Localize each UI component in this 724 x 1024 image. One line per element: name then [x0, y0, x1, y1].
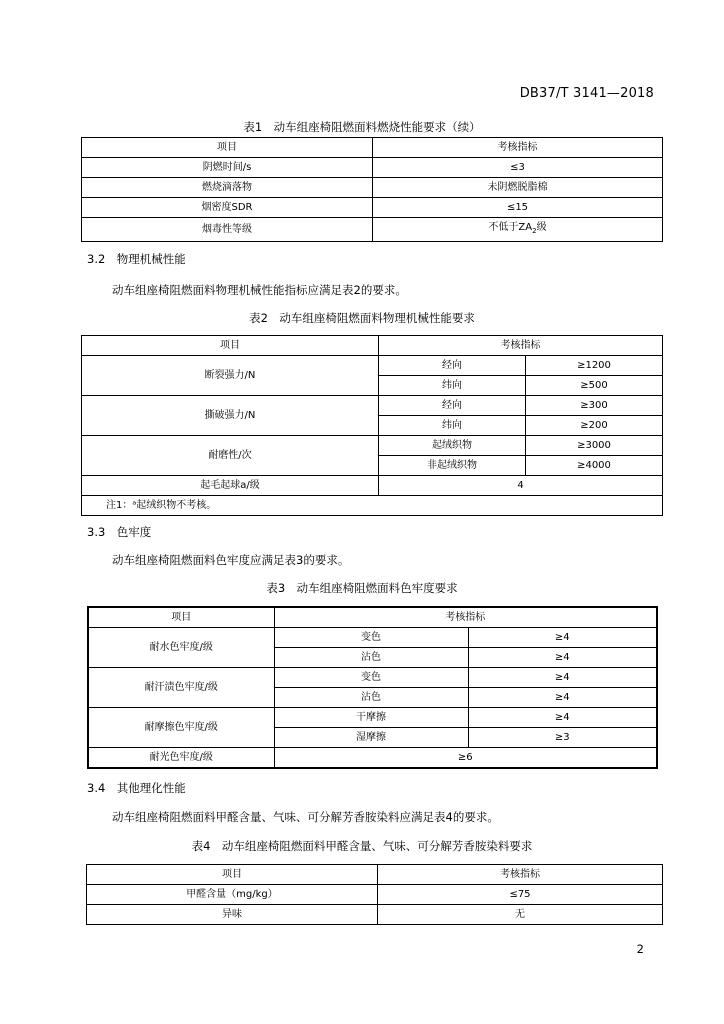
cell-value: ≥4: [468, 708, 657, 728]
cell-item: 燃烧滴落物: [82, 178, 373, 198]
cell-value: [373, 218, 663, 242]
cell-value: ≥200: [526, 416, 663, 436]
header-criteria: 考核指标: [379, 336, 663, 356]
cell-value: ≥500: [526, 376, 663, 396]
cell-item: 耐汗渍色牢度/级: [88, 668, 274, 708]
cell-value: ≥4: [468, 688, 657, 708]
cell-value: ≤15: [373, 198, 663, 218]
header-item: 项目: [87, 865, 378, 885]
table-header-row: [87, 865, 663, 885]
cell-direction: 经向: [379, 356, 526, 376]
table-header-row: [88, 607, 657, 628]
table3: [87, 606, 658, 769]
cell-value: 无: [378, 905, 663, 925]
cell-type: 湿摩擦: [274, 728, 468, 748]
cell-value: ≥4: [468, 668, 657, 688]
table-header-row: [82, 336, 663, 356]
cell-value: ≥4: [468, 628, 657, 648]
header-criteria: 考核指标: [274, 607, 657, 628]
header-item: 项目: [82, 138, 373, 158]
page-number: 2: [636, 942, 644, 956]
table-row: [87, 905, 663, 925]
cell-item: 耐光色牢度/级: [88, 748, 274, 769]
cell-item: 异味: [87, 905, 378, 925]
table4-caption: 表4 动车组座椅阻燃面料甲醛含量、气味、可分解芳香胺染料要求: [191, 839, 533, 853]
cell-direction: 纬向: [379, 416, 526, 436]
cell-item: 撕破强力/N: [82, 396, 379, 436]
cell-item: 烟密度SDR: [82, 198, 373, 218]
cell-value: ≥4000: [526, 456, 663, 476]
table-row: [82, 198, 663, 218]
header-criteria: 考核指标: [373, 138, 663, 158]
cell-direction: 起绒织物: [379, 436, 526, 456]
table-row: [82, 396, 663, 416]
cell-value: 未阴燃脱脂棉: [373, 178, 663, 198]
table-row: [87, 885, 663, 905]
table-header-row: [82, 138, 663, 158]
header-criteria: 考核指标: [378, 865, 663, 885]
cell-item: 耐磨性/次: [82, 436, 379, 476]
cell-direction: 非起绒织物: [379, 456, 526, 476]
table-note-row: [82, 496, 663, 516]
section-heading-3-4: 3.4 其他理化性能: [87, 781, 186, 795]
table-row: [88, 668, 657, 688]
standard-code: DB37/T 3141—2018: [519, 86, 654, 101]
cell-direction: 经向: [379, 396, 526, 416]
cell-value: ≥4: [468, 648, 657, 668]
value-suffix: 级: [536, 222, 547, 233]
cell-item: 断裂强力/N: [82, 356, 379, 396]
cell-item: 烟毒性等级: [82, 218, 373, 242]
table-row: [88, 708, 657, 728]
cell-item: 阴燃时间/s: [82, 158, 373, 178]
section-heading-3-2: 3.2 物理机械性能: [87, 252, 186, 266]
cell-value: ≥3: [468, 728, 657, 748]
section-paragraph-3-3: 动车组座椅阻燃面料色牢度应满足表3的要求。: [112, 553, 350, 567]
table-row: [88, 748, 657, 769]
cell-value: ≥1200: [526, 356, 663, 376]
cell-type: 沾色: [274, 688, 468, 708]
cell-item: 起毛起球a/级: [82, 476, 379, 496]
cell-type: 变色: [274, 668, 468, 688]
section-heading-3-3: 3.3 色牢度: [87, 525, 152, 539]
cell-value: ≤3: [373, 158, 663, 178]
table3-caption: 表3 动车组座椅阻燃面料色牢度要求: [266, 581, 458, 595]
section-paragraph-3-4: 动车组座椅阻燃面料甲醛含量、气味、可分解芳香胺染料应满足表4的要求。: [112, 810, 499, 824]
table-row: [82, 158, 663, 178]
table-row: [82, 436, 663, 456]
cell-value: 4: [379, 476, 663, 496]
cell-value: ≥6: [274, 748, 657, 769]
cell-type: 沾色: [274, 648, 468, 668]
table-note: 注1：ᵃ起绒织物不考核。: [82, 496, 663, 516]
cell-item: 耐摩擦色牢度/级: [88, 708, 274, 748]
header-item: 项目: [88, 607, 274, 628]
table-row: [88, 628, 657, 648]
table-row: [82, 476, 663, 496]
table1-caption: 表1 动车组座椅阻燃面料燃烧性能要求（续）: [243, 120, 481, 134]
cell-value: ≥3000: [526, 436, 663, 456]
table-row: [82, 218, 663, 242]
section-paragraph-3-2: 动车组座椅阻燃面料物理机械性能指标应满足表2的要求。: [112, 283, 407, 297]
table-row: [82, 178, 663, 198]
cell-item: 耐水色牢度/级: [88, 628, 274, 668]
cell-type: 干摩擦: [274, 708, 468, 728]
value-text: 不低于ZA: [488, 222, 533, 233]
cell-item: 甲醛含量（mg/kg）: [87, 885, 378, 905]
cell-direction: 纬向: [379, 376, 526, 396]
table1: [81, 137, 663, 242]
value-subscript: 2: [532, 227, 537, 235]
table4: [86, 864, 663, 925]
cell-value: ≤75: [378, 885, 663, 905]
table2-caption: 表2 动车组座椅阻燃面料物理机械性能要求: [249, 311, 475, 325]
cell-type: 变色: [274, 628, 468, 648]
table-row: [82, 356, 663, 376]
header-item: 项目: [82, 336, 379, 356]
cell-value: ≥300: [526, 396, 663, 416]
table2: [81, 335, 663, 516]
